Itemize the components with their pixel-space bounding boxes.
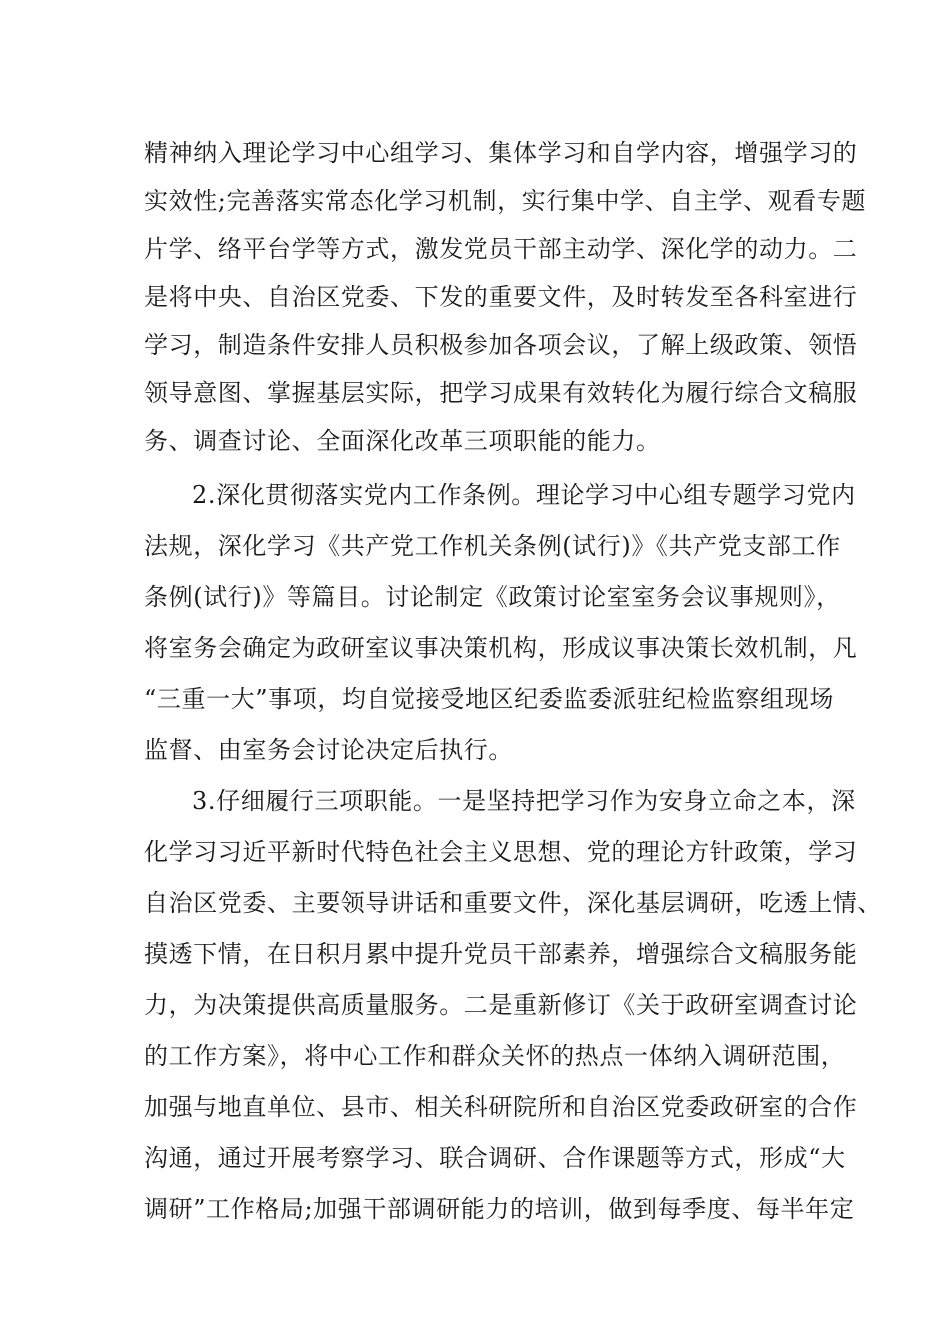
text-line-12: “三重一大”事项，均自觉接受地区纪委监委派驻纪检监察组现场 bbox=[144, 685, 834, 713]
text-line-22: 调研”工作格局;加强干部调研能力的培训，做到每季度、每半年定 bbox=[144, 1195, 855, 1223]
text-line-17: 摸透下情，在日积月累中提升党员干部素养，增强综合文稿服务能 bbox=[144, 940, 858, 968]
text-line-4: 是将中央、自治区党委、下发的重要文件，及时转发至各科室进行 bbox=[144, 283, 858, 311]
text-line-6: 领导意图、掌握基层实际，把学习成果有效转化为履行综合文稿服 bbox=[144, 379, 858, 407]
text-line-1: 精神纳入理论学习中心组学习、集体学习和自学内容，增强学习的 bbox=[144, 139, 858, 167]
text-line-21: 沟通，通过开展考察学习、联合调研、合作课题等方式，形成“大 bbox=[144, 1144, 846, 1172]
text-line-16: 自治区党委、主要领导讲话和重要文件，深化基层调研，吃透上情、 bbox=[144, 889, 882, 917]
text-line-18: 力，为决策提供高质量服务。二是重新修订《关于政研室调查讨论 bbox=[144, 991, 858, 1019]
text-line-19: 的工作方案》，将中心工作和群众关怀的热点一体纳入调研范围， bbox=[144, 1042, 846, 1070]
text-line-15: 化学习习近平新时代特色社会主义思想、党的理论方针政策，学习 bbox=[144, 838, 858, 866]
text-line-10: 条例(试行)》等篇目。讨论制定《政策讨论室室务会议事规则》， bbox=[144, 583, 841, 611]
paragraph-3-heading-line: 3.仔细履行三项职能。一是坚持把学习作为安身立命之本，深 bbox=[192, 787, 856, 815]
text-line-13: 监督、由室务会讨论决定后执行。 bbox=[144, 736, 513, 764]
text-line-20: 加强与地直单位、县市、相关科研院所和自治区党委政研室的合作 bbox=[144, 1093, 858, 1121]
text-line-5: 学习，制造条件安排人员积极参加各项会议，了解上级政策、领悟 bbox=[144, 331, 858, 359]
text-line-11: 将室务会确定为政研室议事决策机构，形成议事决策长效机制，凡 bbox=[144, 634, 858, 662]
text-line-2: 实效性;完善落实常态化学习机制，实行集中学、自主学、观看专题 bbox=[144, 187, 867, 215]
paragraph-2-heading-line: 2.深化贯彻落实党内工作条例。理论学习中心组专题学习党内 bbox=[192, 481, 856, 509]
text-line-7: 务、调查讨论、全面深化改革三项职能的能力。 bbox=[144, 427, 661, 455]
text-line-9: 法规，深化学习《共产党工作机关条例(试行)》《共产党支部工作 bbox=[144, 532, 841, 560]
text-line-3: 片学、络平台学等方式，激发党员干部主动学、深化学的动力。二 bbox=[144, 235, 858, 263]
